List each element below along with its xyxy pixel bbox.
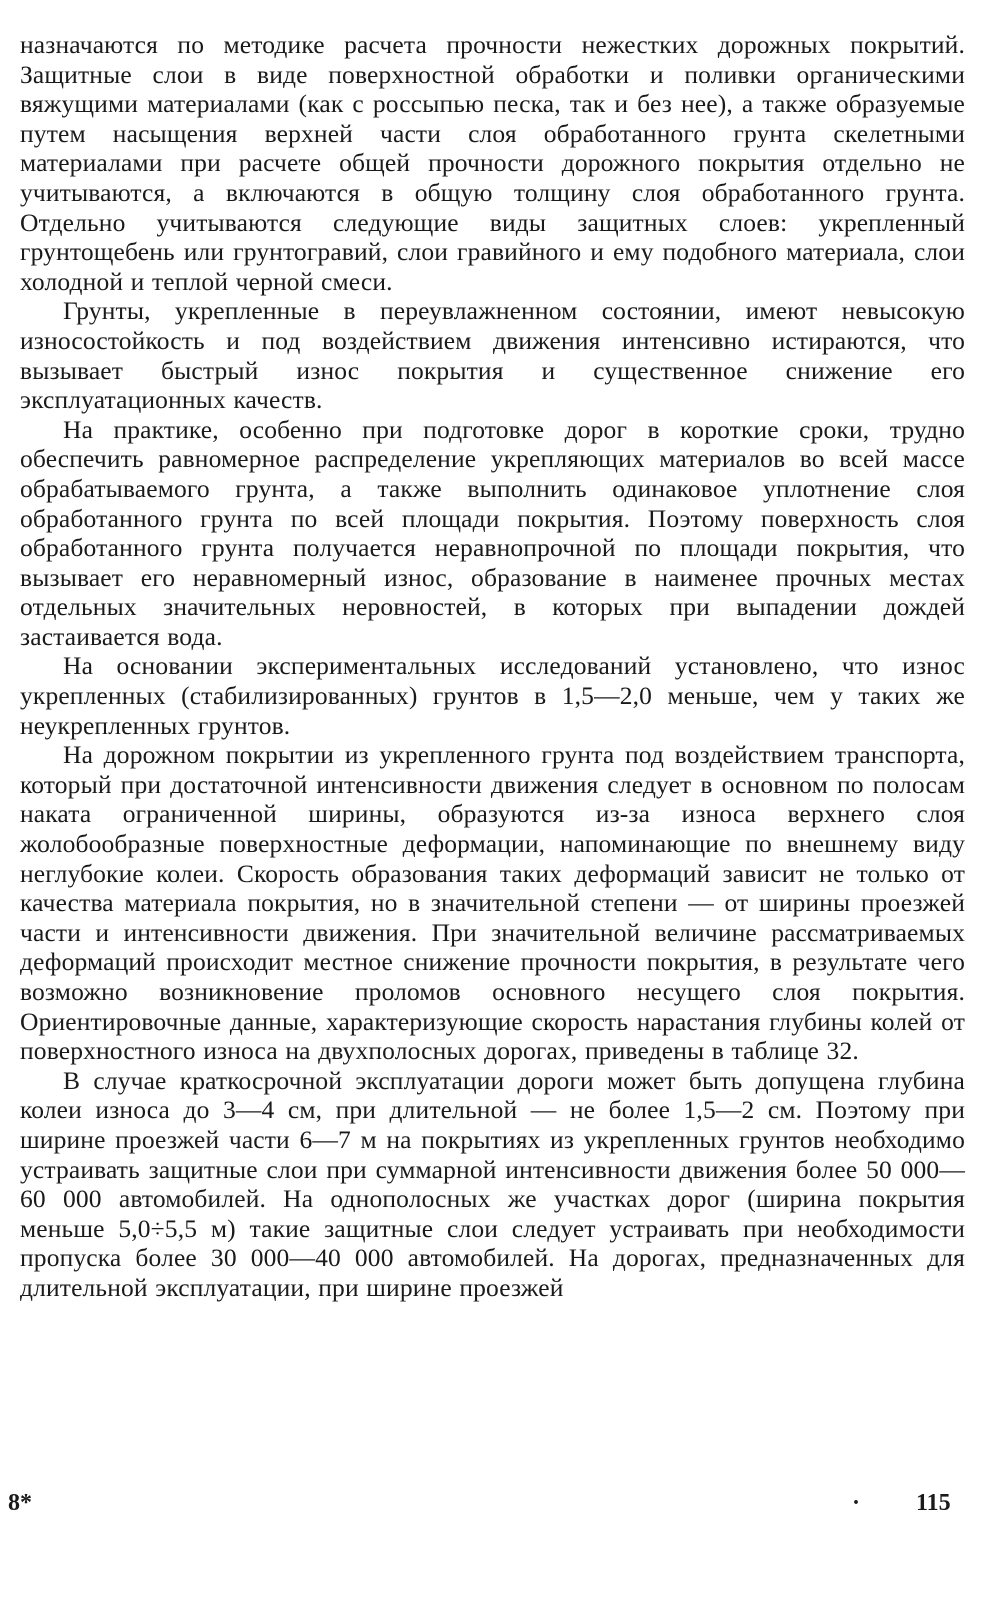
page-footer (0, 1490, 1001, 1526)
paragraph-4: На основании экспериментальных исследований установлено, что износ укрепленных (стабилизированных) грунтов в 1,5—2,0 меньше, чем у таких же неукрепленных грунтов. (20, 651, 965, 740)
signature-mark: 8* (8, 1490, 32, 1516)
footer-dot: · (852, 1490, 861, 1516)
page-number: 115 (916, 1490, 951, 1516)
paragraph-1: назначаются по методике расчета прочности нежестких дорожных покрытий. Защитные слои в виде поверхностной обработки и поливки органическими вяжущими материалами (как с россыпью песка, так и без нее), а также образуемые путем насыщения верхней части слоя обработанного грунта скелетными материалами при расчете общей прочности дорожного покрытия отдельно не учитываются, а включаются в общую толщину слоя обработанного грунта. Отдельно учитываются следующие виды защитных слоев: укрепленный грунтощебень или грунтогравий, слои гравийного и ему подобного материала, слои холодной и теплой черной смеси. (20, 30, 965, 296)
body-text (20, 30, 965, 1303)
paragraph-6: В случае краткосрочной эксплуатации дороги может быть допущена глубина колеи износа до 3—4 см, при длительной — не более 1,5—2 см. Поэтому при ширине проезжей части 6—7 м на покрытиях из укрепленных грунтов необходимо устраивать защитные слои при суммарной интенсивности движения более 50 000—60 000 автомобилей. На однополосных же участках дорог (ширина покрытия меньше 5,0÷5,5 м) такие защитные слои следует устраивать при необходимости пропуска более 30 000—40 000 автомобилей. На дорогах, предназначенных для длительной эксплуатации, при ширине проезжей (20, 1065, 965, 1302)
paragraph-2: Грунты, укрепленные в переувлажненном состоянии, имеют невысокую износостойкость и под воздействием движения интенсивно истираются, что вызывает быстрый износ покрытия и существенное снижение его эксплуатационных качеств. (20, 296, 965, 415)
paragraph-3: На практике, особенно при подготовке дорог в короткие сроки, трудно обеспечить равномерное распределение укрепляющих материалов во всей массе обрабатываемого грунта, а также выполнить одинаковое уплотнение слоя обработанного грунта по всей площади покрытия. Поэтому поверхность слоя обработанного грунта получается неравнопрочной по площади покрытия, что вызывает его неравномерный износ, образование в наименее прочных местах отдельных значительных неровностей, в которых при выпадении дождей застаивается вода. (20, 414, 965, 651)
paragraph-5: На дорожном покрытии из укрепленного грунта под воздействием транспорта, который при достаточной интенсивности движения следует в основном по полосам наката ограниченной ширины, образуются из-за износа верхнего слоя жолобообразные поверхностные деформации, напоминающие по внешнему виду неглубокие колеи. Скорость образования таких деформаций зависит не только от качества материала покрытия, но в значительной степени — от ширины проезжей части и интенсивности движения. При значительной величине рассматриваемых деформаций происходит местное снижение прочности покрытия, в результате чего возможно возникновение проломов основного несущего слоя покрытия. Ориентировочные данные, характеризующие скорость нарастания глубины колей от поверхностного износа на двухполосных дорогах, приведены в таблице 32. (20, 740, 965, 1066)
